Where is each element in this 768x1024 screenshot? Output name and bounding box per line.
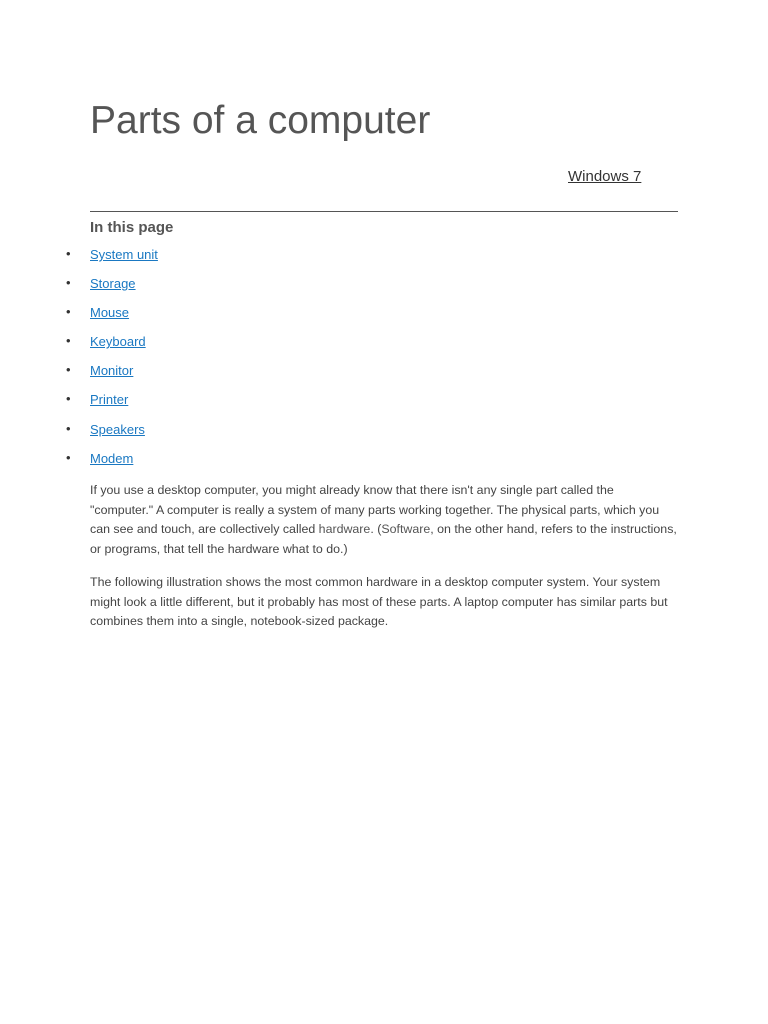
toc-heading: In this page	[90, 219, 174, 236]
hardware-term: hardware	[318, 522, 371, 537]
illustration-paragraph: The following illustration shows the most common hardware in a desktop computer system. Your system might look a little different, but it probably has most of these parts. A laptop computer has similar parts but combines them into a single, notebook-sized package.	[90, 575, 668, 629]
bullet-icon: •	[66, 246, 71, 261]
bullet-icon: •	[66, 362, 71, 378]
bullet-icon: •	[66, 333, 71, 349]
intro-text-start: If you use a desktop computer, you might already know that there isn't any single part called the "computer." A computer is really a system of many parts working together. The physical parts, which you can see and touch, are collectively called	[90, 483, 660, 537]
windows-version-link[interactable]: Windows 7	[568, 168, 642, 185]
toc-item-keyboard	[0, 331, 768, 360]
software-term: Software	[381, 522, 431, 537]
toc-link-printer[interactable]: Printer	[90, 392, 129, 408]
toc-link-modem[interactable]: Modem	[90, 450, 134, 466]
toc-link-mouse[interactable]: Mouse	[90, 305, 130, 321]
toc-item-system-unit	[0, 244, 768, 273]
bullet-icon: •	[66, 391, 71, 407]
toc-item-modem	[0, 448, 768, 477]
divider	[90, 211, 678, 212]
toc-link-storage[interactable]: Storage	[90, 276, 136, 292]
intro-text-end: , on the other hand, refers to the instructions, or programs, that tell the hardware what to do.)	[90, 522, 677, 556]
toc-item-monitor	[0, 360, 768, 389]
toc-item-mouse	[0, 302, 768, 331]
toc-item-speakers	[0, 419, 768, 448]
intro-paragraph	[90, 481, 678, 559]
toc-list	[0, 244, 768, 477]
toc-link-speakers[interactable]: Speakers	[90, 421, 145, 437]
toc-link-system-unit[interactable]: System unit	[90, 247, 158, 262]
bullet-icon: •	[66, 420, 71, 436]
intro-text-middle: . (	[370, 522, 382, 537]
bullet-icon: •	[66, 304, 71, 320]
toc-link-keyboard[interactable]: Keyboard	[90, 334, 146, 350]
page-title: Parts of a computer	[90, 99, 431, 142]
bullet-icon: •	[66, 449, 71, 465]
toc-item-storage	[0, 273, 768, 302]
toc-link-monitor[interactable]: Monitor	[90, 363, 134, 379]
toc-item-printer	[0, 389, 768, 418]
bullet-icon: •	[66, 275, 71, 291]
